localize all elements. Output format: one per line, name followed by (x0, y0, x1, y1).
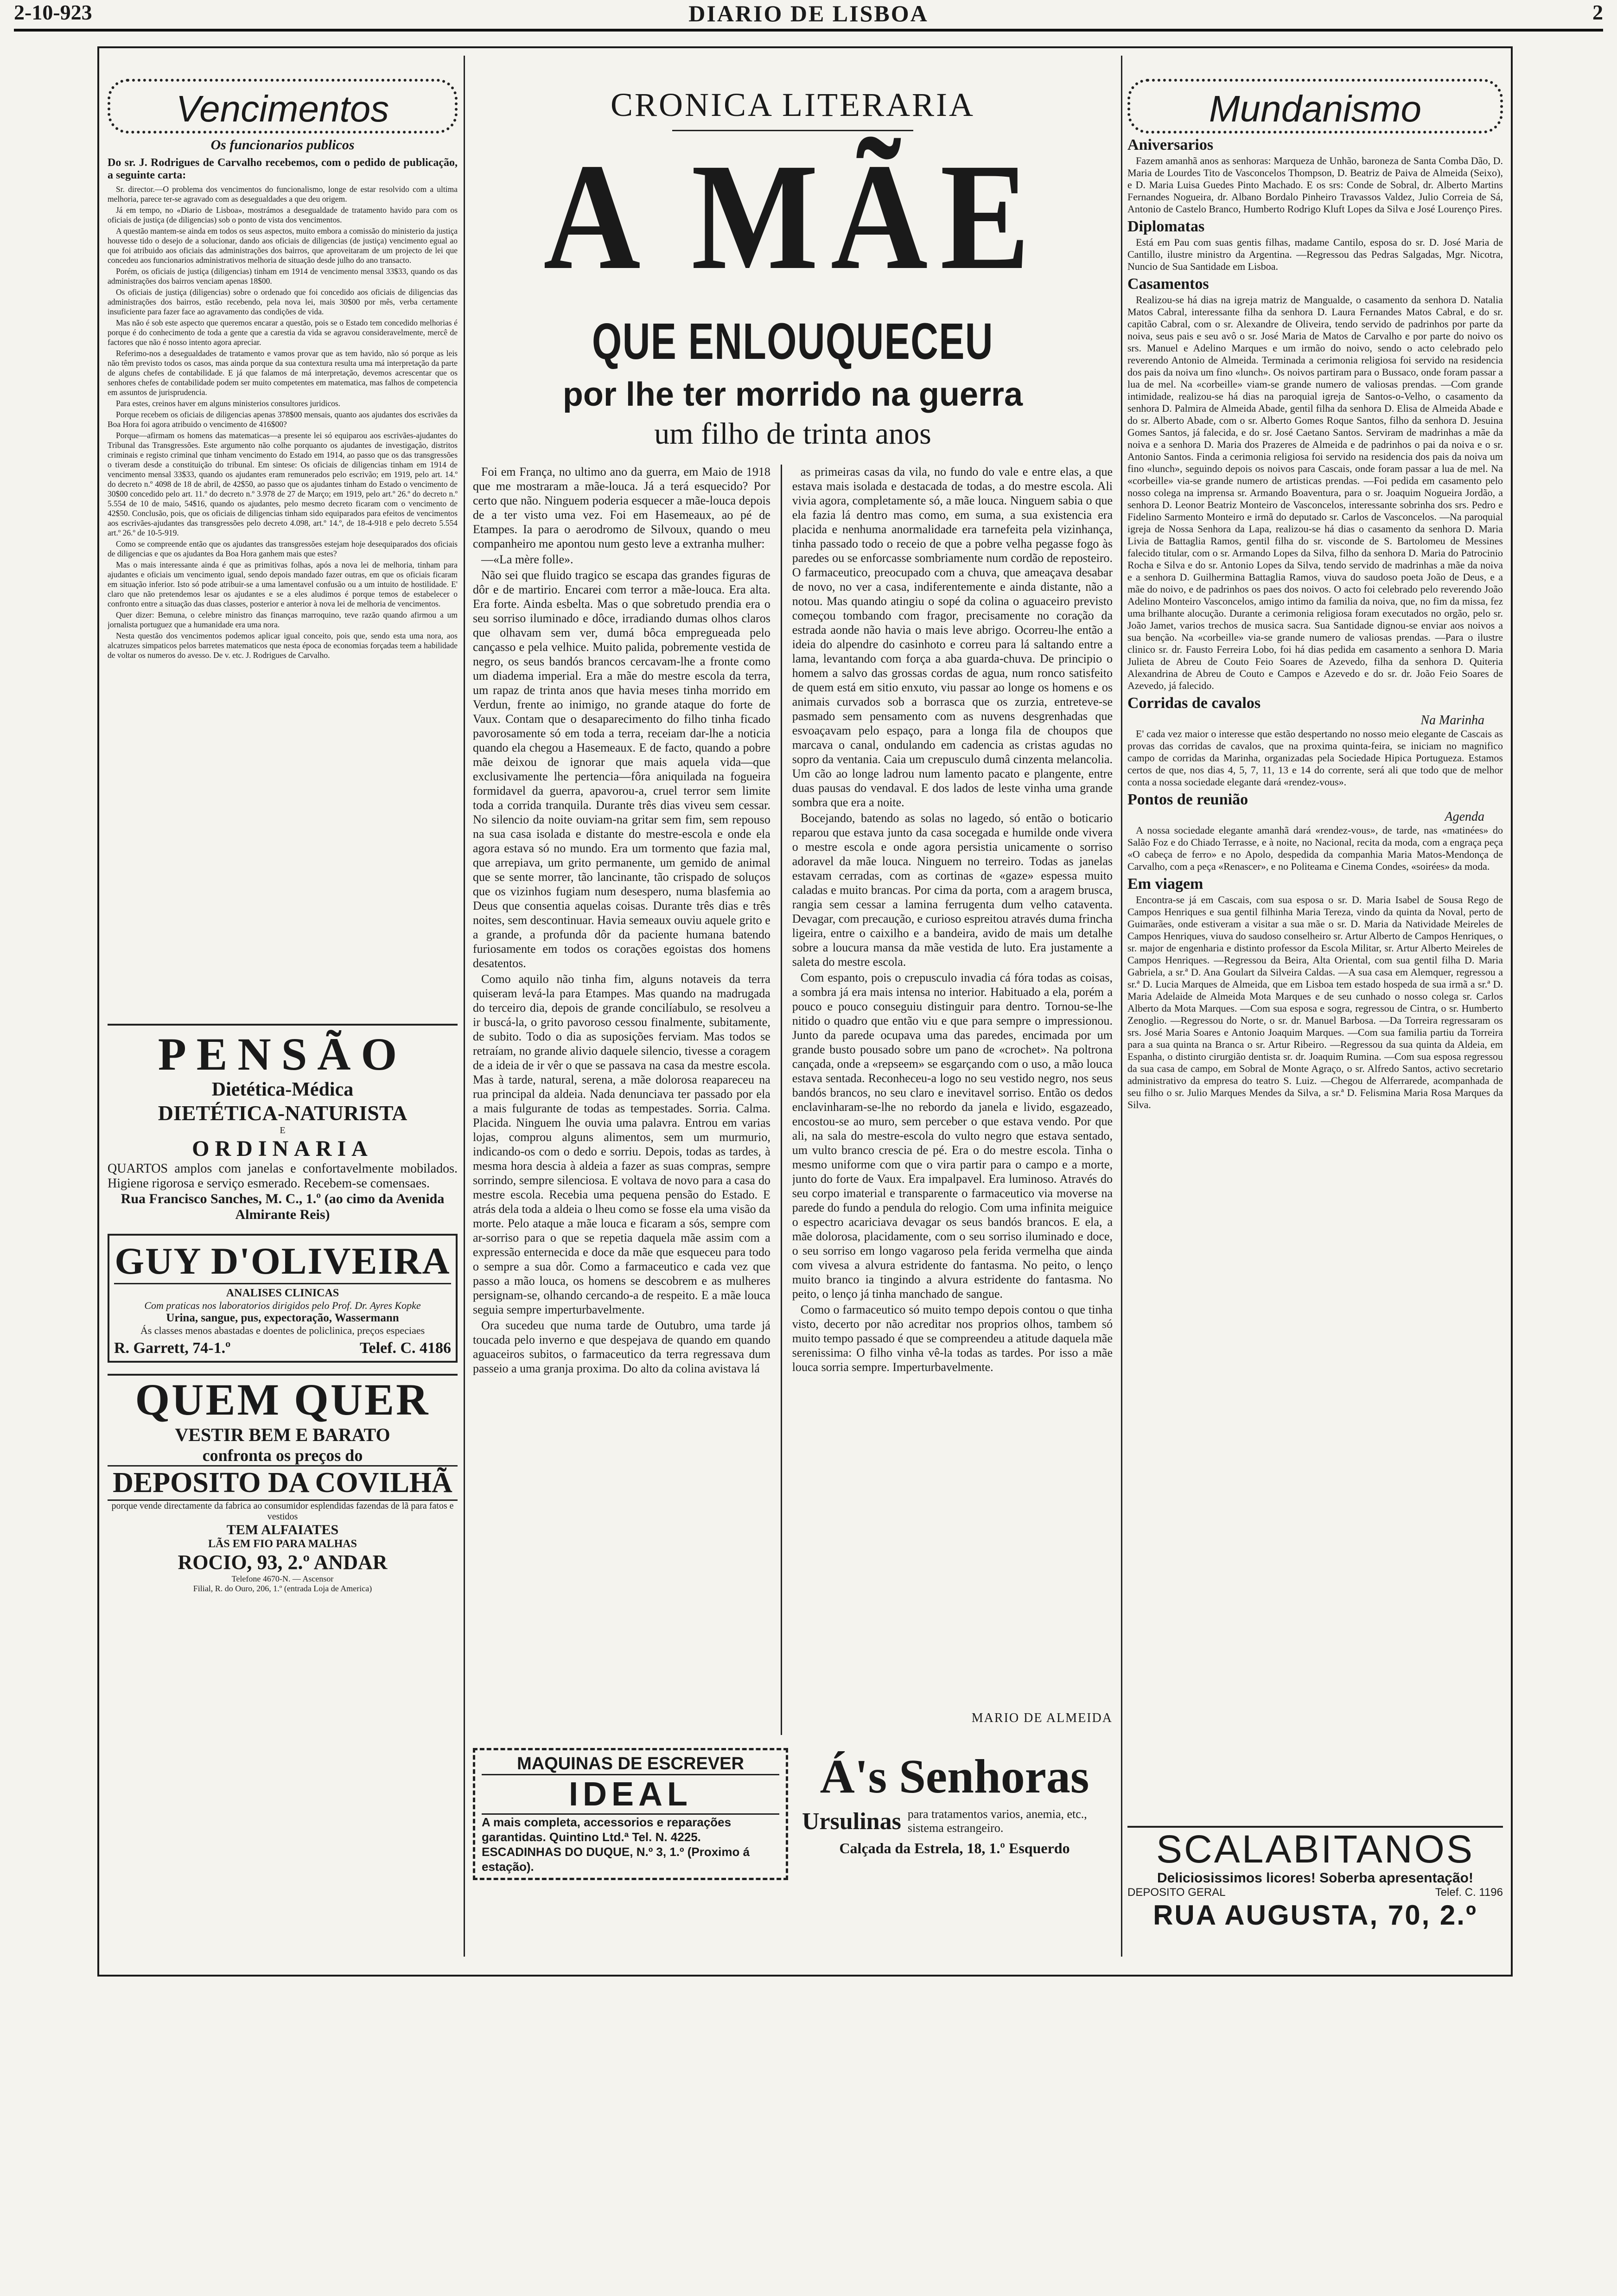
headline-sub2: por lhe ter morrido na guerra (562, 376, 1023, 413)
paragraph: Referimo-nos a desegualdades de tratamento e vamos provar que as tem havido, não só porque as leis não têm previsto todos os casos, mas ainda porque da sua contextura resulta uma má interpretação da parte de alguns chefes de contabilidade. E já que falamos de má interpretação, devemos acrescentar que os senhores chefes de contabilidade podem ser muito competentes em matematica, mas falhos de competencia em assuntos de jurisprudencia. (108, 349, 458, 397)
paragraph: Sr. director.—O problema dos vencimentos do funcionalismo, longe de estar resolvido com a ultima melhoria, parece ter-se agravado com as desegualdades a que deu origem. (108, 185, 458, 204)
pensao-line1: Dietética-Médica (211, 1079, 354, 1100)
scalabitanos-ad (1127, 1826, 1503, 1931)
scalabitanos-line1: Deliciosissimos licores! Soberba apresentação! (1157, 1870, 1473, 1886)
mundanismo-title-box (1127, 79, 1503, 134)
pensao-address: Rua Francisco Sanches, M. C., 1.º (ao cimo da Avenida Almirante Reis) (121, 1191, 445, 1222)
vencimentos-title-box (108, 79, 458, 134)
scalabitanos-address: RUA AUGUSTA, 70, 2.º (1153, 1900, 1477, 1931)
senhoras-brand: Ursulinas (802, 1808, 901, 1835)
paragraph: Nesta questão dos vencimentos podemos aplicar igual conceito, pois que, sendo esta uma nora, aos alcatruzes simpaticos pelos barretes matematicos que nesta época de economias forçadas teem a habilidade de voltar os numeros do avesso. De v. etc. J. Rodrigues de Carvalho. (108, 631, 458, 660)
paragraph: Já em tempo, no «Diario de Lisboa», mostrámos a desegualdade de tratamento havido para com os oficiais de justiça (de diligencias) sob o ponto de vista dos vencimentos. (108, 205, 458, 224)
mundanismo-section-body: E' cada vez maior o interesse que estão despertando no nosso meio elegante de Cascais as provas das corridas de cavalos, que na proxima quinta-feira, se iniciam no magnifico campo de corridas da Marinha, organizadas pela Sociedade Hipica Portugueza. Estamos certos de que, nos dias 4, 5, 7, 11, 13 e 14 do corrente, será ali que todo que de melhor conta a nossa sociedade elegante dará «rendez-vous». (1127, 728, 1503, 788)
paragraph: Com espanto, pois o crepusculo invadia cá fóra todas as coisas, a sombra já era mais intensa no interior. Habituado a ela, porém a pouco e pouco conseguiu distinguir para dentro. Tornou-se-lhe nitido o quadro que então viu e que para sempre o impressionou. Junto da parede ocupava uma das paredes, encimada por um grande busto pousado sobre um pano de «crochet». Na poltrona cançada, onde a «repseem» se esgarçando com o uso, a mão louca estava sentada. Reconheceu-a logo no seu vestido negro, nos seus bandós brancos, no seu claro e inevitavel sorriso. Então os dedos enclavinharam-se-lhe no rebordo da janela e livido, esgazeado, encostou-se ao muro, sem perceber o que estava vendo. Por que ali, na sala do mestre-escola do vulto negro que estava sentado, um vulto branco crescia de pé. Era o do mestre escola. Tinha o mesmo uniforme com que o vira partir para o campo e a morte, junto do forte de Vaux. Era impalpavel. Era luminoso. Através do seu corpo imaterial e transparente o farmaceutico via moverse na parede do fundo a pendula do relogio. Com uma infinita meiguice o espectro acariciava devagar os seus bandós brancos. E ela, a mãe dolorosa, placidamente, com o seu sorriso iluminado e doce, o seu sorriso em longo vagaroso pela ferida vermelha que ainda com vivesa a alvura estridente do fantasma. No peito, o lenço muito branco ia tingindo a alvura estridente do fantasma. No peito, o lenço já tinha manchado de sangue. (792, 971, 1113, 1301)
senhoras-address: Calçada da Estrela, 18, 1.º Esquerdo (839, 1840, 1070, 1856)
mundanismo-section-heading: Corridas de cavalos (1127, 695, 1261, 712)
guy-phone: Telef. C. 4186 (359, 1339, 451, 1357)
mundanismo-section-note: Na Marinha (1420, 713, 1484, 727)
story-column-1 (473, 465, 770, 1735)
quem-line2: confronta os preços do (202, 1446, 363, 1465)
quem-line6: LÃS EM FIO PARA MALHAS (208, 1538, 357, 1550)
newspaper-name: DIARIO DE LISBOA (688, 0, 929, 26)
quem-quer-ad (108, 1374, 458, 1594)
ideal-line2: A mais completa, accessorios e reparações garantidas. Quintino Ltd.ª Tel. N. 4225. ESCADINHAS DO DUQUE, N.º 3, 1.º (Proximo á estação). (482, 1815, 750, 1874)
mundanismo-section-heading: Aniversarios (1127, 136, 1214, 153)
senhoras-text: para tratamentos varios, anemia, etc., sistema estrangeiro. (907, 1807, 1087, 1835)
paragraph: Bocejando, batendo as solas no lagedo, só então o boticario reparou que estava junto da casa socegada e humilde onde vivera o mestre escola e onde agora persistia unicamente o sorriso adoravel da mãe louca. Ninguem no terreiro. Todas as janelas estavam cerradas, com as cortinas de «gaze» espessa muito caladas e muito brancas. Por cima da porta, com a aragem brusca, rangia sem cessar a lamina ferrugenta dum velho cataventa. Devagar, com precaução, e curioso espreitou através duma frincha ligeira, entre o caixilho e a bandeira, avido de mais um detalhe sobre a loucura mansa da mãe vestida de luto. Era justamente a saleta do mestre escola. (792, 811, 1113, 969)
paragraph: Para estes, creinos haver em alguns ministerios consultores juridicos. (116, 399, 341, 408)
paragraph: Foi em França, no ultimo ano da guerra, em Maio de 1918 que me mostraram a mãe-louca. Já a terá esquecido? Por certo que não. Ninguem poderia esquecer a mãe-louca depois de a ter visto uma vez. Foi em Hasemeaux, ao pé de Etampes. Ia para o aerodromo de Silvoux, quando o meu companheiro me apontou num gesto leve a extranha mulher: (473, 465, 770, 550)
paragraph: Porque recebem os oficiais de diligencias apenas 378$00 mensais, quanto aos ajudantes dos escrivães da Boa Hora foi agora atribuido o vencimento de 416$00? (108, 410, 458, 429)
pensao-line4: ORDINARIA (192, 1136, 373, 1161)
mundanismo-section-body: Fazem amanhã anos as senhoras: Marqueza de Unhão, baroneza de Santa Comba Dão, D. Maria de Lourdes Tito de Vasconcelos Thompson, D. Beatriz de Paiva de Almeida (Seixo), e D. Maria Luisa Guedes Pinto Machado. E os srs: Conde de Sobral, dr. Alberto Martins Fernandes Nogueira, dr. Albano Bordalo Pinheiro Travassos Valdez, Julio Correia de Sá, Antonio de Castelo Branco, Humberto Rodrigo Kluft Lopes da Silva e José Lourenço Pires. (1127, 155, 1503, 215)
quem-line8: Telefone 4670-N. — Ascensor (231, 1574, 334, 1583)
guy-title: GUY D'OLIVEIRA (114, 1239, 451, 1284)
paragraph: Os oficiais de justiça (diligencias) sobre o ordenado que foi concedido aos oficiais de diligencias das administrações dos bairros, estão recebendo, pela nova lei, mais 30$00 por mês, verba certamente insuficiente para fazer face ao agravamento das condições de vida. (108, 287, 458, 316)
story-body (473, 465, 1113, 1735)
quem-line7: ROCIO, 93, 2.º ANDAR (178, 1551, 388, 1574)
ideal-ad (473, 1748, 788, 1880)
vencimentos-subtitle: Os funcionarios publicos (210, 137, 355, 153)
vencimentos-body (108, 185, 458, 1019)
column-rule-right (1121, 56, 1122, 1957)
page-header (14, 0, 1603, 32)
guy-ad (108, 1234, 458, 1363)
paragraph: Como se compreende então que os ajudantes das transgressões estejam hoje desequiparados dos oficiais de diligencias e que os ajudantes da Boa Hora ganhem mais que estes? (108, 539, 458, 558)
story-column-rule (781, 465, 782, 1735)
mundanismo-sections (1127, 134, 1503, 1821)
guy-line1: ANALISES CLINICAS (226, 1287, 339, 1299)
scalabitanos-line2: DEPOSITO GERAL (1127, 1886, 1226, 1899)
mundanismo-section-body: Está em Pau com suas gentis filhas, madame Cantilo, esposa do sr. D. José Maria de Cantillo, ilustre ministro da Argentina. —Regressou das Pedras Salgadas, Mgr. Nicotra, Nuncio de Sua Santidade em Lisboa. (1127, 236, 1503, 272)
senhoras-ad (799, 1748, 1110, 1880)
quem-line1: VESTIR BEM E BARATO (175, 1424, 390, 1445)
column-rule-left (464, 56, 465, 1957)
mundanismo-section-heading: Em viagem (1127, 875, 1203, 893)
section-title: CRONICA LITERARIA (611, 86, 975, 123)
quem-line3: DEPOSITO DA COVILHÃ (108, 1465, 458, 1501)
headline: A MÃE (543, 132, 1042, 301)
quem-title: QUEM QUER (135, 1375, 430, 1424)
guy-address: R. Garrett, 74-1.º (114, 1339, 231, 1357)
mundanismo-section-heading: Casamentos (1127, 275, 1209, 293)
header-rule (14, 29, 1603, 32)
paragraph: Como aquilo não tinha fim, alguns notaveis da terra quiseram levá-la para Etampes. Mas quando na madrugada do terceiro dia, depois de grande concilíabulo, se resolveu a ir buscá-la, o grito pavoroso cessou finalmente, subitamente, de subito. Todo o dia as suposições ferviam. Mas todos se retraíam, no grande alivio daquele silencio, tivesse a coragem de a ideia de ir vêr o que se passava na casa da mestre escola. Mas à tarde, natural, serena, a mãe dolorosa reapareceu na rua principal da aldeia. Nada denunciava ter passado por ela a mais fulgurante de todas as tempestades. Sorria. Calma. Placida. Ninguem lhe ouvia uma palavra. Entrou em varias lojas, comprou alguns alimentos, sem um murmurio, indicando-os com o dedo e sorriu. Depois, todas as tardes, à mesma hora descia à aldeia a fazer as suas compras, sempre sorrindo, sempre silenciosa. E voltava de novo para a casa do mestre escola. Recebia uma pequena pensão do Estado. E atrás dela toda a aldeia o lheu como se fosse ela uma visão da morte. Pelo ataque a mãe louca e ficaram a sós, sempre com ar-sorriso para o que se repetia daquela mãe assim com a expressão enternecida e doce da mãe que esqueceu para todo o sempre a sua dôr. Como a farmaceutico e cada vez que passo a mão louca, os homens se descobrem e as mulheres persignam-se, olhando cercando-a de respeito. E a mãe louca seguia sempre imperturbavelmente. (473, 972, 770, 1316)
paragraph: —«La mère folle». (481, 553, 573, 566)
page-number: 2 (1592, 0, 1603, 24)
paragraph: Ora sucedeu que numa tarde de Outubro, uma tarde já toucada pelo inverno e que despejava de quando em quando aguaceiros subitos, o farmaceutico da terra regressava dum passeio a uma granja proxima. Do alto da colina avistava lá (473, 1319, 770, 1375)
right-column (1127, 56, 1503, 1931)
paragraph: Porque—afirmam os homens das matematicas—a presente lei só equiparou aos escrivães-ajudantes do Tribunal das Transgressões. Este argumento não colhe porquanto os ajudantes de investigação, distritos criminais e registo criminal que tinham vencimento do Estado em 1914, ao passo que os das transgressões o tiveram desde a constituição do tribunal. Em sintese: Os oficiais de diligencias tinham em 1914 de vencimento mensal 33$33, quando os ajudantes eram remunerados pelo escrivão; em 1919, pelo art. 14.º do decreto n.º 4098 de 18 de abril, de 42$50, ao passo que os ajudantes tinham do Estado o vencimento de 30$00 concedido pelo art. 11.º do decreto n.º 3.978 de 27 de Março; em 1919, pelo art.º 26.º do decreto n.º 5.554 de 10 de maio, 54$16, quando os ajudantes, pelo mesmo decreto ficaram com o vencimento de 42$50. Conclusão, pois, que os oficiais de diligencias tinham sido equiparados para efeitos de vencimentos aos escrivães-ajudantes das transgressões pelo decreto 4.098, art.º 14.º, de 18-4-918 e pelo decreto 5.554 art.º 26.º de 10-5-919. (108, 431, 458, 537)
paragraph: Mas não é sob este aspecto que queremos encarar a questão, pois se o Estado tem concedido melhorias é porque é do conhecimento de toda a gente que a carestia da vida se agravou consideravelmente, mercê de factores que não é nosso intento agora apreciar. (108, 318, 458, 347)
ideal-title: IDEAL (482, 1774, 779, 1815)
headline-sub3: um filho de trinta anos (654, 417, 931, 451)
pensao-title: PENSÃO (158, 1028, 407, 1080)
mundanismo-section-body: Encontra-se já em Cascais, com sua esposa o sr. D. Maria Isabel de Sousa Rego de Campos Henriques e sua gentil filhinha Maria Tereza, vindo da quinta da Noval, perto de Guimarães, onde estiveram a visitar a sua mãe o sr. D. Maria da Natividade Meireles de Campos Henriques, viuva do saudoso conselheiro sr. Artur Alberto de Campos Henriques, o sr. major de engenharia e distinto professor da Escola Militar, sr. Artur Alberto Meireles de Campos Henriques. —Regressou da Beira, Alta Oriental, com sua gentil filha D. Maria Gabriela, a sr.ª D. Ana Goulart da Silveira Caldas. —A sua casa em Alemquer, regressou a sr.ª D. Lucia Marques de Almeida, que em Lisboa tem estado hospeda de sua irmã a sr.ª D. Maria Adelaide de Almeida Mota Marques e de seu cunhado o nosso colega sr. Carlos Alberto da Mota Marques. —Com sua esposa e sogra, regressou de Cintra, o sr. Humberto Zenoglio. —Regressou do Norte, o sr. dr. Manuel Barbosa. —Da Torreira regressaram os srs. José Maria Soares e Antonio Joaquim Marques. —Com sua familia partiu da Torreira para a sua quinta na Branca o sr. Artur Ribeiro. —Regressou da sua quinta da Aldeia, em Espanha, o distinto cirurgião dentista sr. dr. Joaquim Rumina. —Com sua esposa regressou da sua casa de campo, em Sobral de Monte Agraço, o sr. Alfredo Santos, activo secretario administrativo da empresa do teatro S. Luiz. —Chegou de Alferrarede, acompanhada de seu filho o sr. Julio Marques Mendes da Silva, a sr.ª D. Felismina Maria Rosa Marques da Silva. (1127, 894, 1503, 1110)
paragraph: A questão mantem-se ainda em todos os seus aspectos, muito embora a comissão do ministerio da justiça houvesse tido o desejo de a solucionar, dando aos oficiais de diligencias (de justiça) vencimento egual ao que foi atribuido aos oficiais das administrações dos bairros, que aproveitaram de um projecto de lei que concedeu aos funcionarios administrativos melhoria de situação desde julho do ano transacto. (108, 226, 458, 265)
story-column-2-wrap (792, 465, 1113, 1735)
center-column (473, 56, 1113, 1880)
mundanismo-section-body: A nossa sociedade elegante amanhã dará «rendez-vous», de tarde, nas «matinées» do Salão Foz e do Chiado Terrasse, e à noite, no Nacional, recita da moda, com a engraça peça «O cabeça de ferro» e no Apolo, despedida da companhia Maria Matos-Mendonça de Carvalho, com a peça «Renascer», e no Politeama e Cinema Condes, «soirées» da moda. (1127, 824, 1503, 872)
quem-line4: porque vende directamente da fabrica ao consumidor esplendidas fazendas de lã para fatos e vestidos (111, 1501, 454, 1522)
mundanismo-section-body: Realizou-se há dias na igreja matriz de Mangualde, o casamento da senhora D. Natalia Matos Cabral, interessante filha da senhora D. Laura Fernandes Matos Cabral, e do sr. capitão Cabral, com o sr. Alexandre de Oliveira, tendo servido de padrinhos por parte da noiva, seus pais e seu avô o sr. José Maria de Matos de Carvalho e por parte do noivo os srs. Manuel e Adelino Marques e um irmão do noivo, sendo o acto celebrado pelo reverendo Antonio de Almeida. Terminada a cerimonia religiosa foi servido na residencia dos pais da noiva um fino «lunch». Os noivos partiram para o Bussaco, onde foram passar a lua de mel. Na «corbeille» viam-se grande numero de valiosas prendas. —Com grande intimidade, realizou-se há dias na paroquial igreja de Santos-o-Velho, o casamento da senhora D. Palmira de Almeida Abade, gentil filha da senhora D. Elisa de Almeida Abade e do sr. Alberto Abade, com o sr. Alberto Gomes Roque Santos, filho da senhora D. Jesuina Gomes Santos, já falecida, e do sr. José Caetano Santos. Serviram de madrinhas a mãe da noiva e a senhora D. Maria dos Prazeres de Almeida e de padrinhos o pai da noiva e o sr. Antonio Santos. Finda a cerimonia religiosa foi servido na residencia dos pais da noiva um fino «lunch», seguindo depois os noivos para Cascais, onde foram passar a lua de mel. Na «corbeille» via-se grande numero de artisticas prendas. —Foi pedida em casamento pelo nosso colega na imprensa sr. Armando Boaventura, para o sr. Joaquim Nogueira Jordão, a senhora D. Leonor Beatriz Monteiro de Vasconcelos, interessante sobrinha dos srs. Pedro e Fidelino Sarmento Monteiro e irmã do deputado sr. Carlos de Vasconcelos. —Na paroquial igreja de Nossa Senhora da Lapa, realizou-se há dias o casamento da senhora D. Maria Livia de Battaglia Ramos, gentil filha do sr. visconde de S. Bartolomeu de Messines falecido titular, com o sr. Armando Lopes da Silva, filho da senhora D. Maria do Patrocinio Rocha e Silva e do sr. Antonio Lopes da Silva, tendo servido de madrinhas a mãe da noiva e a senhora D. Guilhermina Battaglia Ramos, viuva do saudoso poeta João de Deus, e a mãe do noivo, e de padrinhos os paes dos noivos. O acto foi celebrado pelo reverendo João Adelino Monteiro Vasconcelos, amigo intimo da familia da noiva, que, no fim da missa, fez uma brilhante alocução. Durante a cerimonia religiosa foram executados no orgão, pelo sr. João Jamet, varios trechos de musica sacra. Sua Santidade dignou-se enviar aos noivos a sua benção. Na «corbeille» via-se grande numero de valiosas prendas. —Para o ilustre clinico sr. dr. Fausto Ferreira Lobo, foi há dias pedida em casamento a senhora D. Maria Julieta de Abreu de Couto Feio Soares de Azevedo, filha da senhora D. Quiteria Alexandrina de Abreu de Couto e Campos e Azevedo e do sr. dr. João Feio Soares de Azevedo, já falecido. (1127, 294, 1503, 691)
paragraph: as primeiras casas da vila, no fundo do vale e entre elas, a que estava mais isolada e destacada de todas, a do mestre escola. Ali vivia agora, completamente só, a mãe louca. Ninguem sabia o que ela fazia lá dentro mas como, em suma, a sua existencia era placida e nenhuma anormalidade era tarnefeita pela vizinhança, tinha passado todo o receio de que a pobre velha pegasse fogo às paredes ou se enforcasse sombriamente num cordão de reposteiro. O farmaceutico, preocupado com a chuva, que ameaçava desabar de novo, no ver a casa, indiferentemente e ainda distante, não a notou. Mas quando atingiu o sopé da colina o aguaceiro previsto começou tombando com fragor, precisamente no coração da estrada aonde não havia o mais leve abrigo. Ocorreu-lhe então a ideia do alpendre do casinhoto e correu para lá saltando entre a lama, levantando com força a aba guarda-chuva. De principio o homem a salvo das grossas cordas de agua, num ronco satisfeito de quem está em sitio enxuto, viu passar ao longe os homens e os animais curvados sob a borrasca que os zurzia, entreteve-se pasmado sem pensamento com as nuvens desgrenhadas que esvoaçavam pelo espaço, para a longa fila de choupos que marcava o canal, ondulando em cadencia as cristas agudas no sopro da ventania. Caia um crepusculo dumâ cinzenta melancolia. Um cão ao longe ladrou num lamento pacato e plangente, entre duas pausas do vendaval. E dos lados de leste vinha uma grande sombra que era a noite. (792, 465, 1113, 809)
quem-line5: TEM ALFAIATES (226, 1522, 339, 1537)
story-column-2 (792, 465, 1113, 1707)
paragraph: Como o farmaceutico só muito tempo depois contou o que tinha visto, decerto por não acreditar nos proprios olhos, tambem só muito tempo passado é que se compreendeu a atitude daquela mãe serenissima: O filho vinha vê-la todas as tardes. Por isso a mãe louca sorria sempre. Imperturbavelmente. (792, 1303, 1113, 1374)
scalabitanos-title: SCALABITANOS (1156, 1827, 1474, 1871)
left-column (108, 56, 458, 1594)
vencimentos-intro: Do sr. J. Rodrigues de Carvalho recebemos, com o pedido de publicação, a seguinte carta: (108, 157, 458, 181)
quem-line9: Filial, R. do Ouro, 206, 1.º (entrada Loja de America) (193, 1584, 372, 1593)
senhoras-title: Á's Senhoras (820, 1750, 1089, 1803)
guy-line4: Ás classes menos abastadas e doentes de policlinica, preços especiaes (140, 1325, 425, 1336)
issue-date: 2-10-923 (14, 0, 92, 24)
scalabitanos-phone: Telef. C. 1196 (1435, 1886, 1503, 1899)
ideal-line1: MAQUINAS DE ESCREVER (517, 1754, 744, 1773)
pensao-body: QUARTOS amplos com janelas e confortavelmente mobilados. Higiene rigorosa e serviço esmerado. Recebem-se comensaes. (108, 1161, 458, 1191)
center-ads (473, 1743, 1113, 1880)
guy-line2: Com praticas nos laboratorios dirigidos pelo Prof. Dr. Ayres Kopke (144, 1300, 421, 1311)
paragraph: Quer dizer: Bemuna, o celebre ministro das finanças marroquino, teve razão quando afirmou a um jornalista portuguez que a humanidade era uma nora. (108, 610, 458, 629)
pensao-line2: DIETÉTICA-NATURISTA (158, 1101, 407, 1125)
pensao-ad (108, 1024, 458, 1223)
headline-sub1: QUE ENLOUQUECEU (592, 313, 993, 370)
mundanismo-section-heading: Diplomatas (1127, 218, 1205, 235)
pensao-line3: E (280, 1125, 286, 1135)
mundanismo-section-heading: Pontos de reunião (1127, 791, 1248, 808)
paragraph: Porém, os oficiais de justiça (diligencias) tinham em 1914 de vencimento mensal 33$33, quando os das administrações dos bairros venciam apenas 18$00. (108, 267, 458, 286)
paragraph: Não sei que fluido tragico se escapa das grandes figuras de dôr e de martirio. Encarei com terror a mãe-louca. Era alta. Era forte. Ainda esbelta. Mas o que sobretudo prendia era o seu sorriso iluminado e dôce, irradiando dumas olhos claros que olhavam sem ver, dumá bôca empregueada pelo cançasso e pela velhice. Muito palida, pobremente vestida de negro, os seus bandós brancos cercavam-lhe a fronte como um diadema imperial. Era a mãe do mestre escola da terra, um rapaz de trinta anos que havia meses tinha morrido em Verdun, frente ao inimigo, no grande ataque do forte de Vaux. Contam que o desaparecimento do filho tinha ficado pavorosamente só em toda a terra, receiam dar-lhe a noticia quando ela chegou a Hasemeaux. E de facto, quando a pobre mãe deixou de ignorar que mais aquela vida—que exclusivamente lhe pertencia—fôra aniquilada na fogueira formidavel da guerra, apavorou-a, cruel terror sem limite toda a corrida tranquila. Durante três dias viveu sem cessar. No silencio da noite ouviam-na gritar sem fim, sem repouso na sua casa isolada e distante do mestre-escola e onde ela agora estava só no mundo. Era um tormento que fazia mal, que arrepiava, um grito permanente, um gemido de animal que se sente morrer, tão lancinante, tão crispado de soluços que os vizinhos fugiam num desespero, numa blasfemia ao Deus que consentia aquelas coisas. Durante três dias e três noites, sem descontinuar. Havia semeaux ouviu aquele grito e a grande, a profunda dôr da paciente humana batendo furiosamente em todos os corações egoistas dos homens desatentos. (473, 568, 770, 970)
story-author: MARIO DE ALMEIDA (971, 1711, 1113, 1725)
mundanismo-title: Mundanismo (1209, 88, 1421, 129)
vencimentos-title: Vencimentos (176, 88, 389, 129)
paragraph: Mas o mais interessante ainda é que as primitivas folhas, após a nova lei de melhoria, tinham para ajudantes e oficiais um vencimento igual, sendo depois mandado fazer outras, em que os oficiais ficaram em situação inferior. Isto só pode atribuir-se a uma lamentavel confusão ou a um intuito de hostilidade. E' claro que não pretendemos lesar os ajudantes e se a eles aludimos é porque temos de estabelecer o confronto entre a situação das duas classes, posterior e anterior à nova lei de melhoria de vencimentos. (108, 560, 458, 608)
title-divider (672, 130, 913, 131)
guy-line3: Urina, sangue, pus, expectoração, Wassermann (166, 1312, 399, 1324)
mundanismo-section-note: Agenda (1445, 810, 1484, 824)
